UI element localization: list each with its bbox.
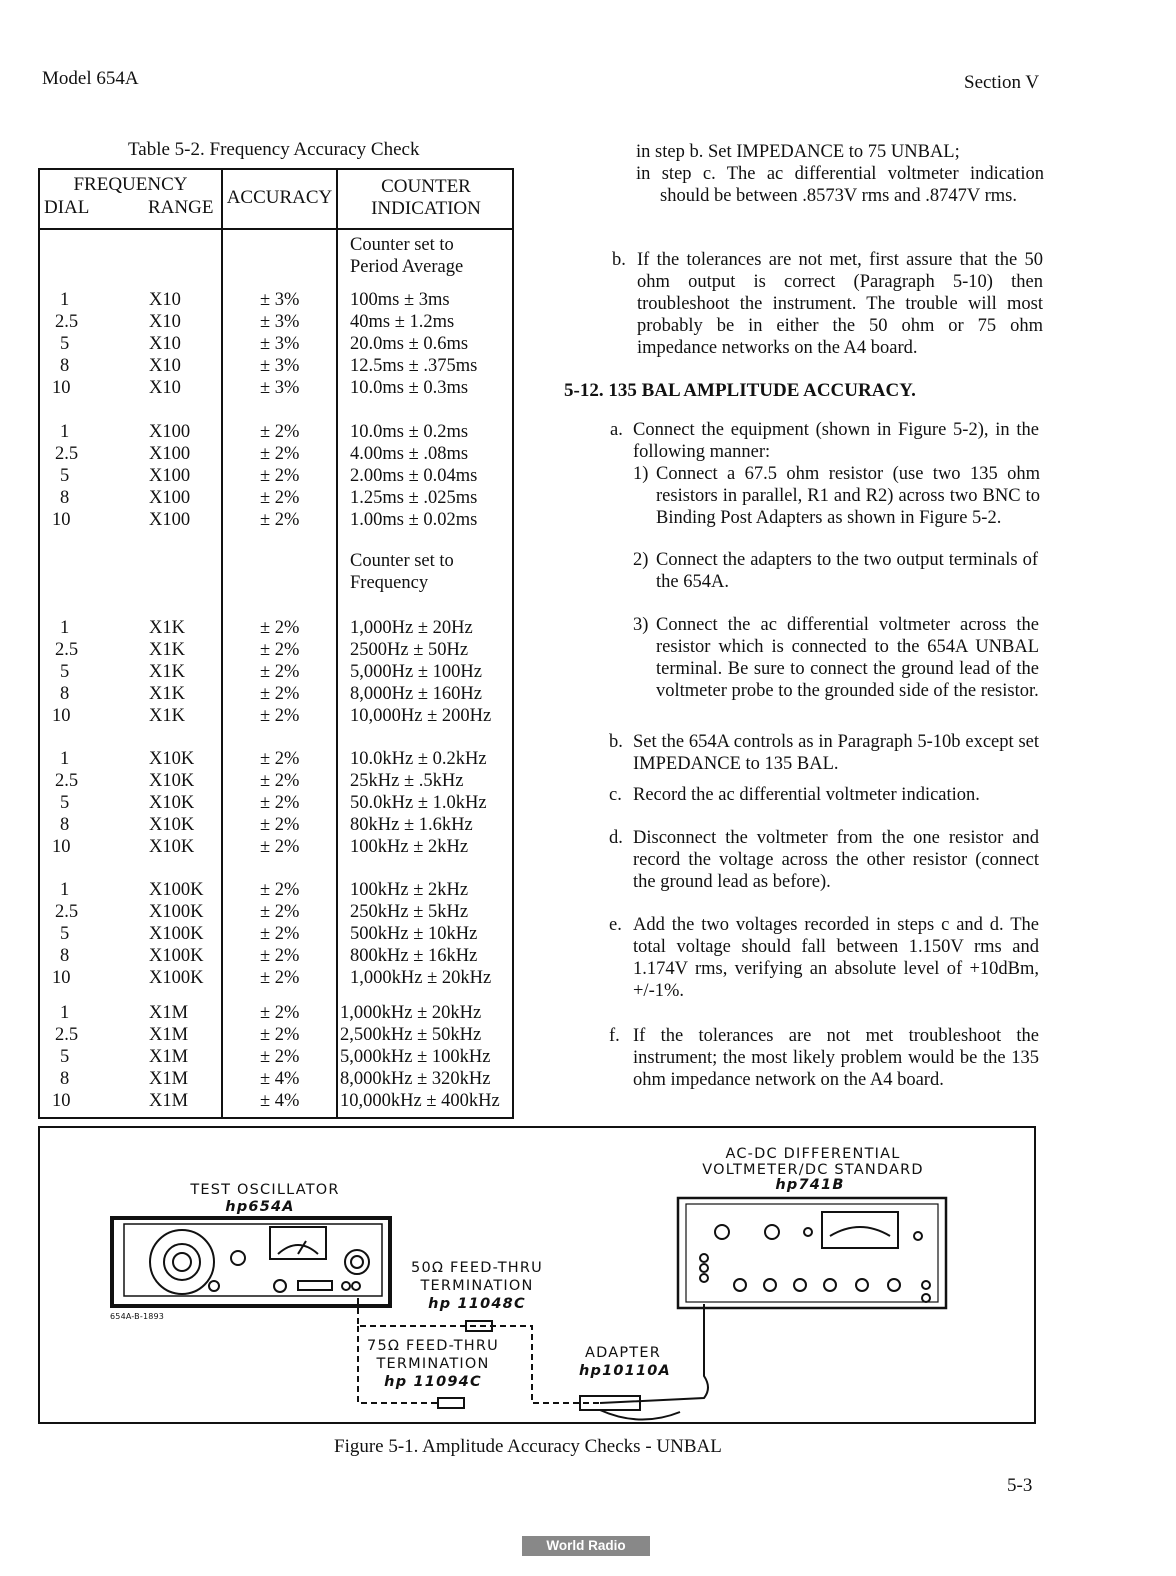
cell-accuracy: ± 2% xyxy=(260,662,300,682)
cell-indication: 10,000Hz ± 200Hz xyxy=(350,706,492,726)
cell-indication: 1.25ms ± .025ms xyxy=(350,488,478,508)
cell-accuracy: ± 2% xyxy=(260,968,300,988)
label-d: d. xyxy=(609,828,623,848)
vm-label-2: VOLTMETER/DC STANDARD xyxy=(702,1162,924,1178)
th-dial: DIAL xyxy=(44,197,90,218)
cell-accuracy: ± 2% xyxy=(260,749,300,769)
adapter-model: hp10110A xyxy=(579,1363,671,1379)
text-a: Connect the equipment (shown in Figure 5-2), in the following manner: xyxy=(633,420,1039,462)
cell-accuracy: ± 2% xyxy=(260,1047,300,1067)
label-b: b. xyxy=(612,250,626,270)
voltmeter-meter xyxy=(822,1212,898,1248)
t50-label-1: 50Ω FEED-THRU xyxy=(411,1260,543,1276)
cell-dial: 2.5 xyxy=(55,312,79,332)
oscillator-dial xyxy=(150,1230,214,1294)
vm-model: hp741B xyxy=(775,1177,845,1193)
cell-dial: 10 xyxy=(52,378,71,398)
cell-accuracy: ± 2% xyxy=(260,684,300,704)
cell-indication: 100kHz ± 2kHz xyxy=(350,837,469,857)
cell-indication: 25kHz ± .5kHz xyxy=(350,771,464,791)
cell-range: X10K xyxy=(149,837,195,857)
cell-range: X10K xyxy=(149,749,195,769)
text-e: Add the two voltages recorded in steps c and d. The total voltage should fall between 1.150V rms and 1.174V rms, verifying an absolute level of +10dBm, +/-1%. xyxy=(633,915,1039,1001)
frequency-accuracy-table xyxy=(38,168,514,1119)
cell-dial: 8 xyxy=(60,946,70,966)
cell-indication: 1,000Hz ± 20Hz xyxy=(350,618,473,638)
text-a2: Connect the adapters to the two output terminals of the 654A. xyxy=(656,550,1038,592)
cell-range: X1M xyxy=(149,1003,189,1023)
cell-accuracy: ± 2% xyxy=(260,1003,300,1023)
cell-indication: 80kHz ± 1.6kHz xyxy=(350,815,473,835)
text-f: If the tolerances are not met troubleshoot the instrument; the most likely problem would be the 135 ohm impedance network on the A4 board. xyxy=(633,1026,1039,1090)
t50-model: hp 11048C xyxy=(428,1296,526,1312)
cell-accuracy: ± 2% xyxy=(260,466,300,486)
cell-dial: 2.5 xyxy=(55,902,79,922)
text-b: If the tolerances are not met, first assure that the 50 ohm output is correct (Paragraph 5-10) then troubleshoot the instrument. The trouble will most probably be in either the 50 ohm or 75 ohm impedance networks on the A4 board. xyxy=(637,250,1043,358)
section-heading-5-12: 5-12. 135 BAL AMPLITUDE ACCURACY. xyxy=(564,380,916,401)
t50-label-2: TERMINATION xyxy=(420,1278,534,1294)
th-counter: COUNTER xyxy=(381,176,471,197)
label-b2: b. xyxy=(609,732,623,752)
cell-indication: 5,000kHz ± 100kHz xyxy=(340,1047,491,1067)
cell-indication: 8,000Hz ± 160Hz xyxy=(350,684,482,704)
cell-range: X100K xyxy=(149,880,204,900)
cell-indication: 100ms ± 3ms xyxy=(350,290,450,310)
cell-range: X1M xyxy=(149,1047,189,1067)
cell-accuracy: ± 2% xyxy=(260,444,300,464)
cell-indication: 20.0ms ± 0.6ms xyxy=(350,334,469,354)
text-c: Record the ac differential voltmeter indication. xyxy=(633,785,980,805)
cell-range: X1K xyxy=(149,618,185,638)
cell-indication: 8,000kHz ± 320kHz xyxy=(340,1069,491,1089)
cell-dial: 5 xyxy=(60,793,70,813)
cell-accuracy: ± 3% xyxy=(260,378,300,398)
cell-indication: 10.0kHz ± 0.2kHz xyxy=(350,749,487,769)
cell-range: X1M xyxy=(149,1091,189,1111)
cell-indication: 10.0ms ± 0.3ms xyxy=(350,378,469,398)
cell-range: X100K xyxy=(149,924,204,944)
oscillator-knob xyxy=(231,1251,245,1265)
cell-indication: 1.00ms ± 0.02ms xyxy=(350,510,478,530)
text-b2: Set the 654A controls as in Paragraph 5-10b except set IMPEDANCE to 135 BAL. xyxy=(633,732,1039,774)
cell-accuracy: ± 2% xyxy=(260,946,300,966)
th-range: RANGE xyxy=(148,197,214,218)
cell-dial: 2.5 xyxy=(55,444,79,464)
cell-dial: 2.5 xyxy=(55,771,79,791)
cell-dial: 10 xyxy=(52,968,71,988)
cell-accuracy: ± 2% xyxy=(260,924,300,944)
cell-accuracy: ± 2% xyxy=(260,510,300,530)
cell-indication: 800kHz ± 16kHz xyxy=(350,946,478,966)
cell-accuracy: ± 3% xyxy=(260,290,300,310)
model-header: Model 654A xyxy=(42,68,139,89)
cell-dial: 8 xyxy=(60,488,70,508)
cell-dial: 5 xyxy=(60,924,70,944)
watermark: World Radio History xyxy=(522,1536,650,1556)
figure-caption: Figure 5-1. Amplitude Accuracy Checks - UNBAL xyxy=(334,1436,722,1457)
osc-model: hp654A xyxy=(225,1199,295,1215)
th-frequency: FREQUENCY xyxy=(73,174,188,195)
cell-range: X10 xyxy=(149,334,181,354)
cell-range: X100 xyxy=(149,444,191,464)
label-c: c. xyxy=(609,785,622,805)
cell-accuracy: ± 2% xyxy=(260,1025,300,1045)
cell-dial: 5 xyxy=(60,1047,70,1067)
cell-accuracy: ± 2% xyxy=(260,706,300,726)
cell-indication: 4.00ms ± .08ms xyxy=(350,444,469,464)
oscillator-body xyxy=(112,1218,390,1306)
cell-accuracy: ± 2% xyxy=(260,815,300,835)
cell-accuracy: ± 4% xyxy=(260,1069,300,1089)
cell-dial: 10 xyxy=(52,1091,71,1111)
intro-step-c: in step c. The ac differential voltmeter indication should be between .8573V rms and .8747V rms. xyxy=(636,164,1044,206)
cell-indication: 1,000kHz ± 20kHz xyxy=(350,968,492,988)
cell-range: X1K xyxy=(149,640,185,660)
cell-accuracy: ± 4% xyxy=(260,1091,300,1111)
th-accuracy: ACCURACY xyxy=(226,187,333,208)
table-title: Table 5-2. Frequency Accuracy Check xyxy=(128,139,420,160)
cell-accuracy: ± 3% xyxy=(260,334,300,354)
cell-indication: 40ms ± 1.2ms xyxy=(350,312,455,332)
cell-range: X10 xyxy=(149,290,181,310)
cell-accuracy: ± 2% xyxy=(260,771,300,791)
cell-range: X1K xyxy=(149,662,185,682)
cell-range: X10 xyxy=(149,356,181,376)
cell-accuracy: ± 2% xyxy=(260,422,300,442)
label-a1: 1) xyxy=(633,464,649,484)
cell-dial: 8 xyxy=(60,356,70,376)
intro-step-b: in step b. Set IMPEDANCE to 75 UNBAL; xyxy=(636,142,960,162)
t75-model: hp 11094C xyxy=(384,1374,482,1390)
label-e: e. xyxy=(609,915,622,935)
cell-indication: 2.00ms ± 0.04ms xyxy=(350,466,478,486)
cell-range: X100 xyxy=(149,466,191,486)
osc-label: TEST OSCILLATOR xyxy=(190,1182,340,1198)
cell-dial: 1 xyxy=(60,290,70,310)
osc-serial: 654A-B-1893 xyxy=(110,1312,165,1321)
cell-dial: 1 xyxy=(60,880,70,900)
cell-dial: 8 xyxy=(60,815,70,835)
cell-dial: 5 xyxy=(60,466,70,486)
cell-indication: 100kHz ± 2kHz xyxy=(350,880,469,900)
cell-dial: 10 xyxy=(52,510,71,530)
cell-range: X100K xyxy=(149,946,204,966)
note-frequency-2: Frequency xyxy=(350,573,429,593)
cell-accuracy: ± 3% xyxy=(260,312,300,332)
cell-indication: 10.0ms ± 0.2ms xyxy=(350,422,469,442)
cell-dial: 1 xyxy=(60,618,70,638)
cell-indication: 10,000kHz ± 400kHz xyxy=(340,1091,500,1111)
cell-range: X100 xyxy=(149,488,191,508)
cell-indication: 12.5ms ± .375ms xyxy=(350,356,478,376)
cell-accuracy: ± 2% xyxy=(260,902,300,922)
cell-dial: 8 xyxy=(60,1069,70,1089)
label-a3: 3) xyxy=(633,615,649,635)
cell-dial: 1 xyxy=(60,749,70,769)
cell-dial: 8 xyxy=(60,684,70,704)
cell-indication: 5,000Hz ± 100Hz xyxy=(350,662,482,682)
cell-range: X100 xyxy=(149,422,191,442)
cell-dial: 5 xyxy=(60,334,70,354)
text-a1: Connect a 67.5 ohm resistor (use two 135 ohm resistors in parallel, R1 and R2) across two BNC to Binding Post Adapters as shown in Figure 5-2. xyxy=(656,464,1040,528)
label-a: a. xyxy=(610,420,623,440)
cell-range: X10 xyxy=(149,312,181,332)
figure-5-1 xyxy=(38,1126,1036,1424)
cell-accuracy: ± 3% xyxy=(260,356,300,376)
cell-range: X1K xyxy=(149,706,185,726)
section-header: Section V xyxy=(964,72,1040,93)
text-d: Disconnect the voltmeter from the one resistor and record the voltage across the other resistor (connect the ground lead as before). xyxy=(633,828,1039,892)
cell-indication: 2500Hz ± 50Hz xyxy=(350,640,469,660)
cell-dial: 5 xyxy=(60,662,70,682)
t75-label-2: TERMINATION xyxy=(376,1356,490,1372)
cell-range: X10 xyxy=(149,378,181,398)
cell-dial: 1 xyxy=(60,422,70,442)
cell-range: X10K xyxy=(149,815,195,835)
page-number: 5-3 xyxy=(1007,1475,1033,1496)
label-f: f. xyxy=(609,1026,620,1046)
t75-label-1: 75Ω FEED-THRU xyxy=(367,1338,499,1354)
cell-indication: 500kHz ± 10kHz xyxy=(350,924,478,944)
cell-dial: 10 xyxy=(52,706,71,726)
voltmeter-body xyxy=(678,1198,946,1308)
cell-accuracy: ± 2% xyxy=(260,488,300,508)
note-frequency-1: Counter set to xyxy=(350,551,454,571)
cell-dial: 10 xyxy=(52,837,71,857)
cell-range: X1M xyxy=(149,1025,189,1045)
cell-accuracy: ± 2% xyxy=(260,618,300,638)
cell-range: X100K xyxy=(149,902,204,922)
cell-range: X1K xyxy=(149,684,185,704)
note-period-2: Period Average xyxy=(350,257,464,277)
cell-indication: 250kHz ± 5kHz xyxy=(350,902,469,922)
text-a3: Connect the ac differential voltmeter across the resistor which is connected to the 654A UNBAL terminal. Be sure to connect the ground lead of the voltmeter probe to the grounded side of the resistor. xyxy=(656,615,1039,701)
label-a2: 2) xyxy=(633,550,649,570)
cell-range: X100K xyxy=(149,968,204,988)
cell-dial: 2.5 xyxy=(55,1025,79,1045)
cell-accuracy: ± 2% xyxy=(260,793,300,813)
cell-indication: 50.0kHz ± 1.0kHz xyxy=(350,793,487,813)
cell-range: X10K xyxy=(149,771,195,791)
cell-indication: 2,500kHz ± 50kHz xyxy=(340,1025,482,1045)
cell-accuracy: ± 2% xyxy=(260,837,300,857)
cell-dial: 2.5 xyxy=(55,640,79,660)
cell-accuracy: ± 2% xyxy=(260,880,300,900)
th-indication: INDICATION xyxy=(371,198,481,219)
cell-range: X10K xyxy=(149,793,195,813)
vm-label-1: AC-DC DIFFERENTIAL xyxy=(725,1146,901,1162)
cell-range: X100 xyxy=(149,510,191,530)
cell-dial: 1 xyxy=(60,1003,70,1023)
note-period-1: Counter set to xyxy=(350,235,454,255)
cell-range: X1M xyxy=(149,1069,189,1089)
cell-accuracy: ± 2% xyxy=(260,640,300,660)
cell-indication: 1,000kHz ± 20kHz xyxy=(340,1003,482,1023)
adapter-label: ADAPTER xyxy=(585,1345,661,1361)
